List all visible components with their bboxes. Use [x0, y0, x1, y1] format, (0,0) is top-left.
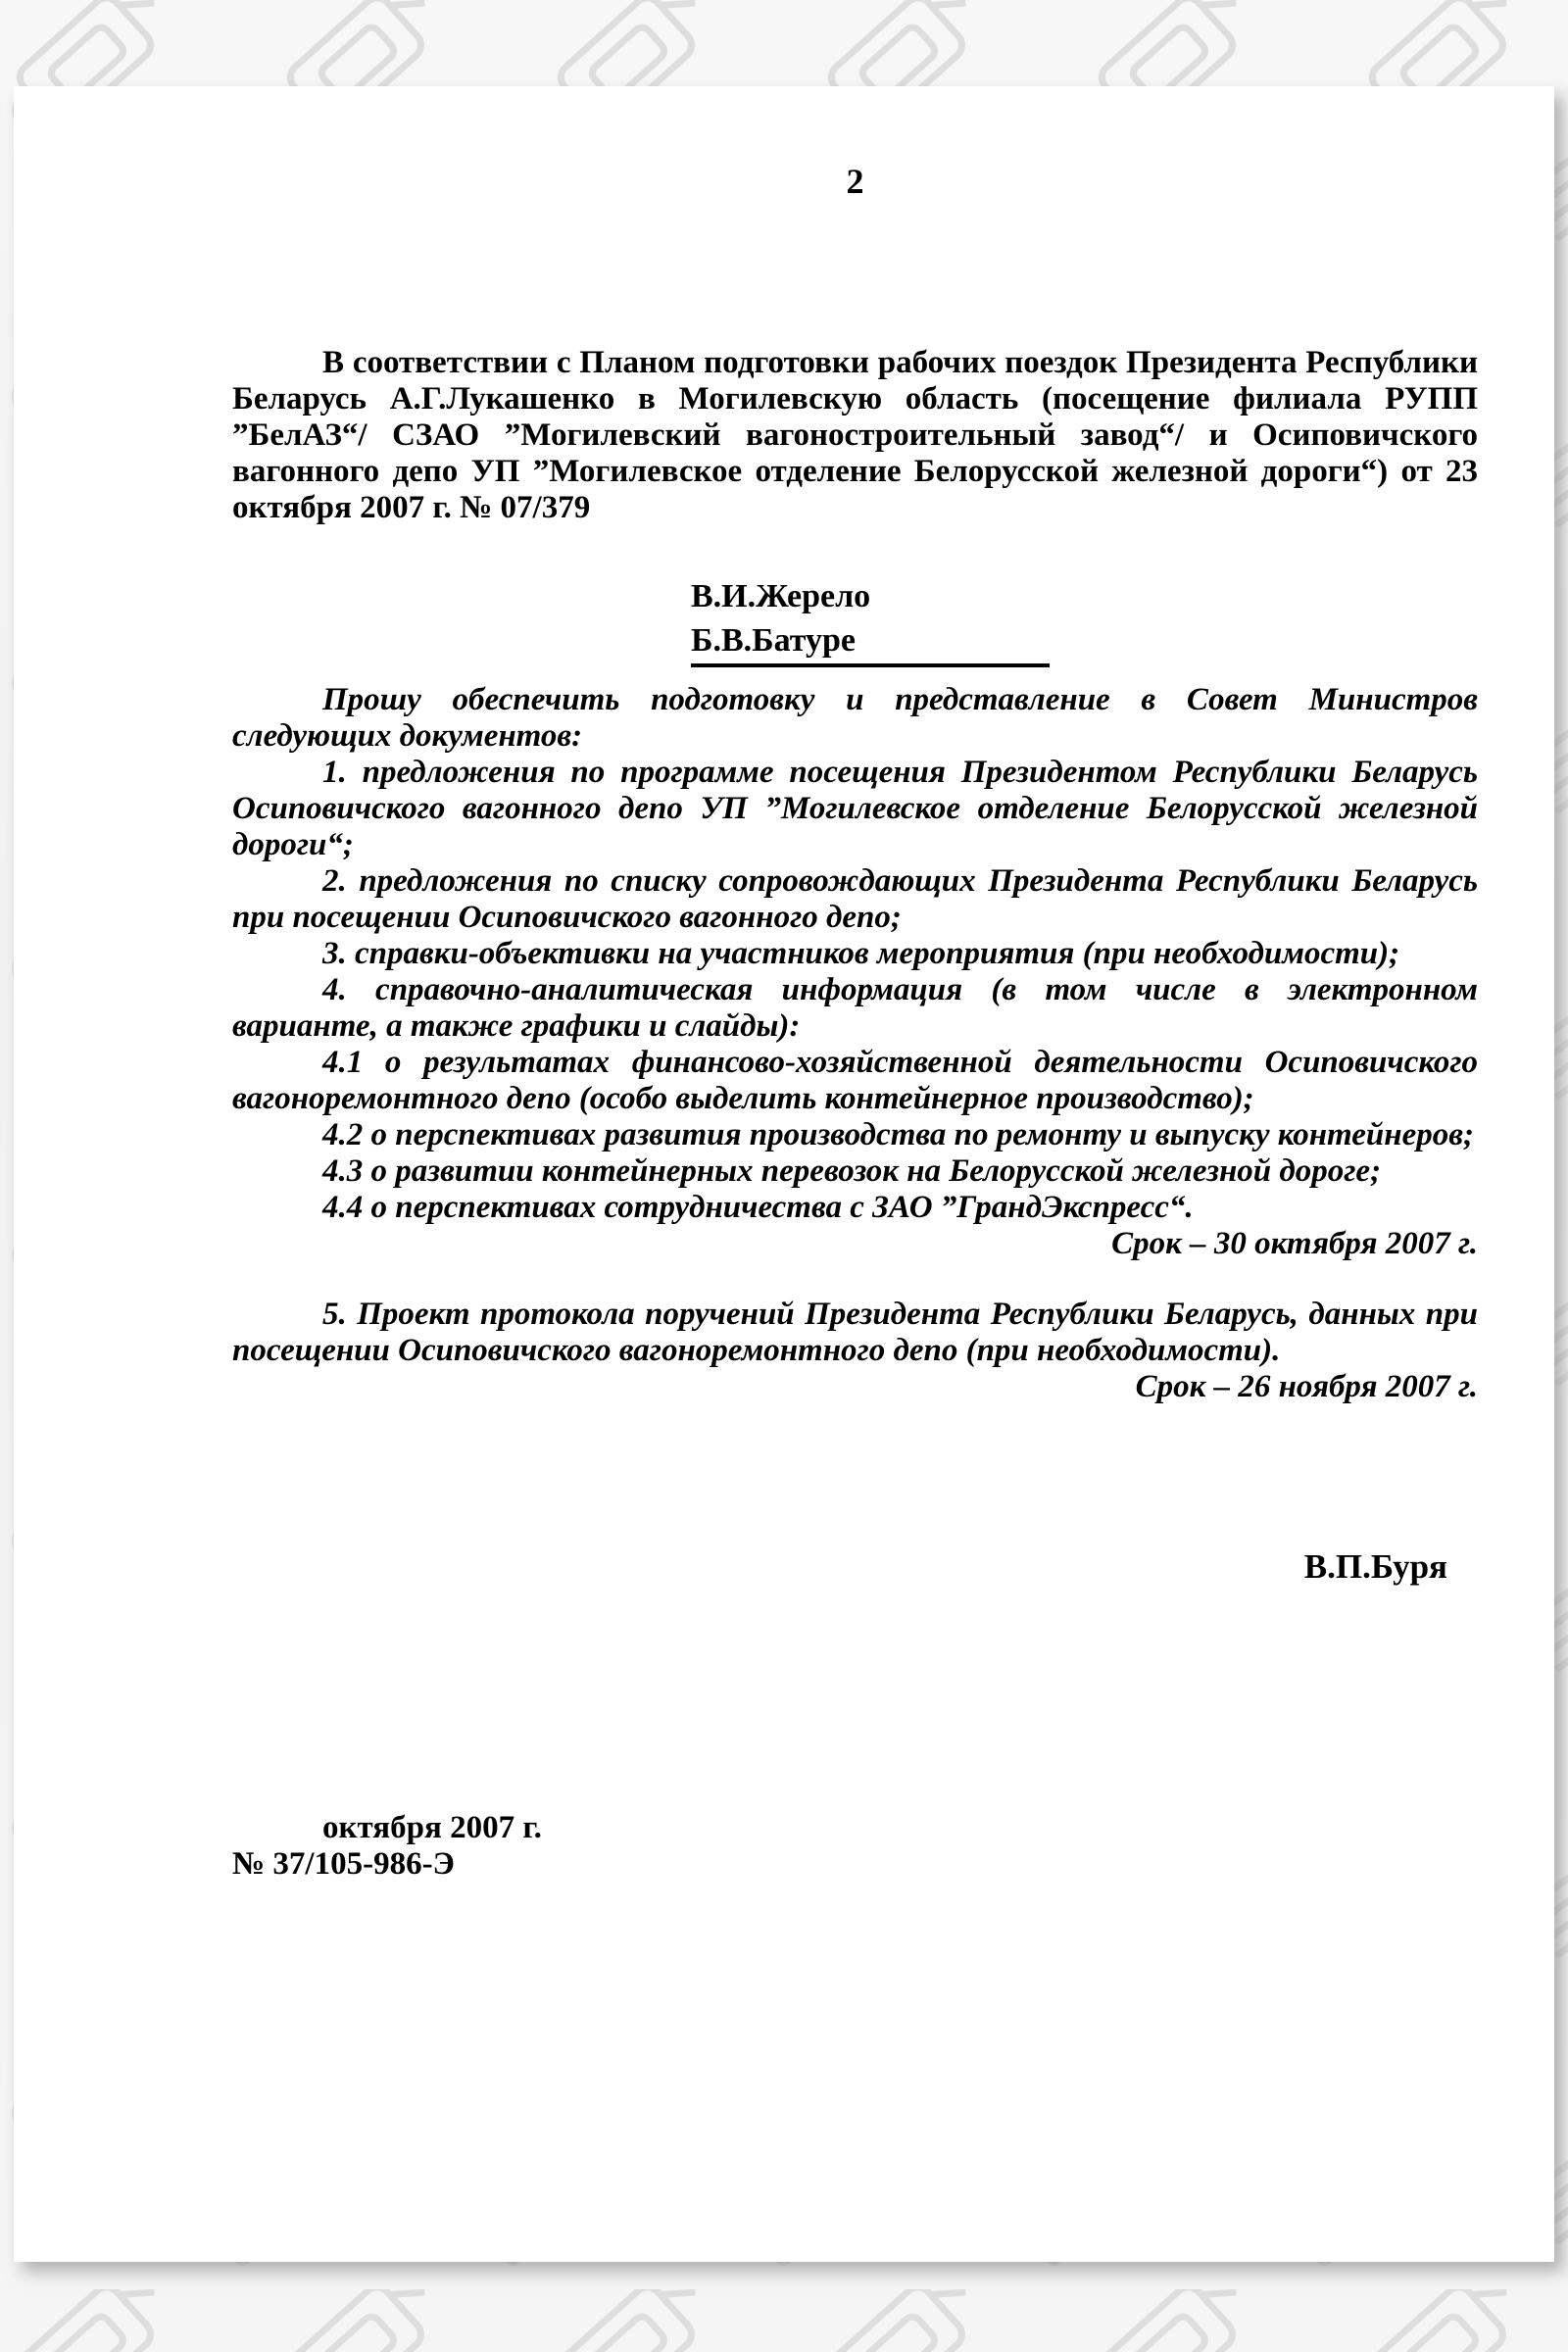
list-item-4-3: 4.3 о развитии контейнерных перевозок на Белорусской железной дороге; [322, 1153, 1382, 1189]
document-content [14, 86, 1554, 1883]
signatory-name: В.П.Буря [1303, 1547, 1447, 1586]
addressee-name: В.И.Жерело [691, 578, 871, 614]
list-item-4-2: 4.2 о перспективах развития производства по ремонту и выпуску контейнеров; [322, 1117, 1474, 1152]
list-item-3: 3. справки-объективки на участников мероприятия (при необходимости); [322, 936, 1400, 971]
request-intro: Прошу обеспечить подготовку и представление в Совет Министров следующих документов: [232, 682, 1478, 754]
addressee-name-underlined [691, 618, 1478, 667]
list-item-4-1: 4.1 о результатах финансово-хозяйственной деятельности Осиповичского вагоноремонтного депо (особо выделить контейнерное производство); [232, 1045, 1478, 1116]
addressees-block [691, 574, 1478, 667]
document-page [14, 86, 1554, 2262]
date-line: октября 2007 г. [322, 1810, 542, 1845]
page-number: 2 [846, 162, 864, 201]
footer-block [232, 1810, 1478, 1883]
list-item-4-4: 4.4 о перспективах сотрудничества с ЗАО ”ГрандЭкспресс“. [322, 1190, 1194, 1225]
deadline-2: Срок – 26 ноября 2007 г. [1135, 1369, 1478, 1404]
intro-paragraph: В соответствии с Планом подготовки рабочих поездок Президента Республики Беларусь А.Г.Лукашенко в Могилевскую область (посещение филиала РУПП ”БелАЗ“/ СЗАО ”Могилевский вагоностроительный завод“/ и Осиповичского вагонного депо УП ”Могилевское отделение Белорусской железной дороги“) от 23 октября 2007 г. № 07/379 [232, 345, 1478, 525]
signature-line: Б.В.Батуре [691, 618, 1050, 667]
list-item-2: 2. предложения по списку сопровождающих Президента Республики Беларусь при посещении Осиповичского вагонного депо; [232, 863, 1478, 935]
request-block [232, 682, 1478, 1405]
reference-number: № 37/105-986-Э [232, 1846, 455, 1882]
list-item-1: 1. предложения по программе посещения Президентом Республики Беларусь Осиповичского вагонного депо УП ”Могилевское отделение Белорусской железной дороги“; [232, 755, 1478, 862]
list-item-4: 4. справочно-аналитическая информация (в том числе в электронном варианте, а также графики и слайды): [232, 972, 1478, 1044]
list-item-5: 5. Проект протокола поручений Президента Республики Беларусь, данных при посещении Осиповичского вагоноремонтного депо (при необходимости). [232, 1297, 1478, 1368]
deadline-1: Срок – 30 октября 2007 г. [1111, 1226, 1478, 1261]
